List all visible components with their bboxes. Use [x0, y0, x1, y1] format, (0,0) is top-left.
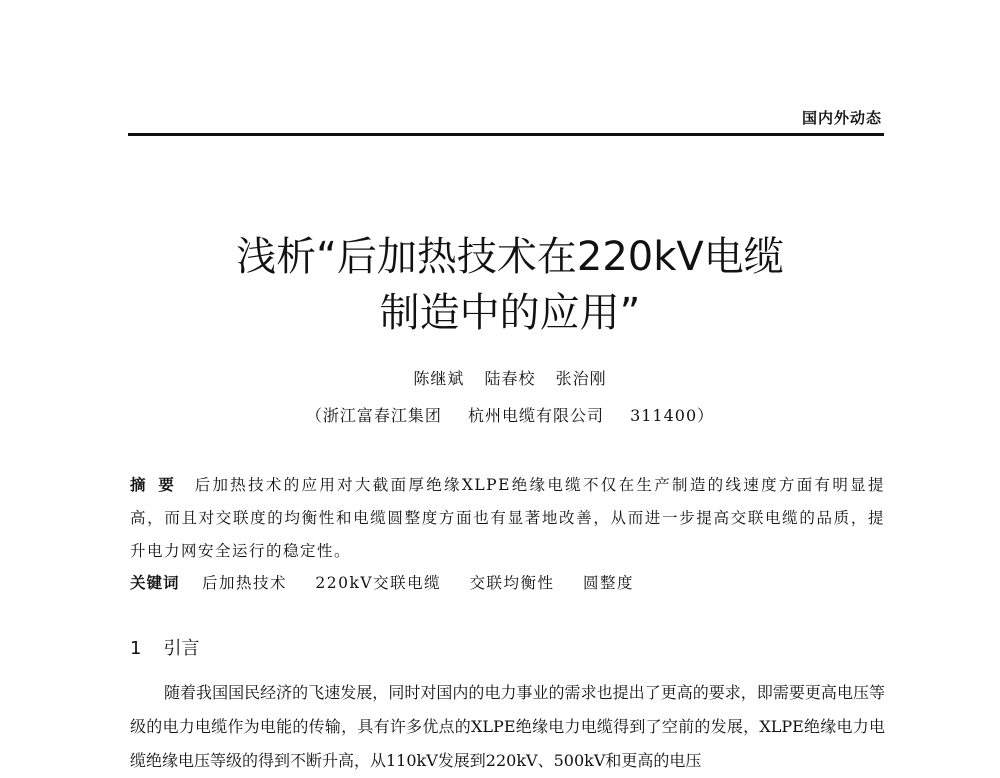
keyword: 后加热技术	[201, 574, 287, 592]
title-line-1: 浅析“后加热技术在220kV电缆	[236, 234, 784, 280]
header-rule	[128, 133, 884, 136]
keyword: 圆整度	[582, 574, 634, 592]
section-tag: 国内外动态	[801, 109, 882, 127]
abstract-text: 后加热技术的应用对大截面厚绝缘XLPE绝缘电缆不仅在生产制造的线速度方面有明显提高，而且对交联度的均衡性和电缆圆整度方面也有显著地改善，从而进一步提高交联电缆的品质，提升电力网安全运行的稳定性。	[130, 476, 885, 560]
keyword: 220kV交联电缆	[315, 574, 442, 592]
section-number: 1	[130, 638, 142, 659]
author-name: 陈继斌	[413, 369, 465, 388]
affiliation-org: （浙江富春江集团	[305, 406, 442, 425]
section-heading	[130, 634, 199, 660]
affiliation	[120, 403, 900, 426]
body-paragraph: 随着我国国民经济的飞速发展，同时对国内的电力事业的需求也提出了更高的要求，即需要更高电压等级的电力电缆作为电能的传输，具有许多优点的XLPE绝缘电力电缆得到了空前的发展，XLPE绝缘电力电缆绝缘电压等级的得到不断升高，从110kV发展到220kV、500kV和更高的电压	[130, 683, 885, 770]
section-title: 引言	[163, 638, 200, 659]
author-name: 张治刚	[555, 369, 607, 388]
keyword: 交联均衡性	[469, 574, 555, 592]
abstract	[130, 468, 885, 568]
author-list	[120, 366, 900, 389]
keywords-label: 关键词	[130, 573, 180, 592]
abstract-label: 摘要	[130, 475, 187, 494]
title-line-2: 制造中的应用”	[379, 290, 641, 336]
author-name: 陆春校	[484, 369, 536, 388]
keywords	[130, 566, 885, 600]
affiliation-company: 杭州电缆有限公司	[467, 406, 604, 425]
affiliation-postcode: 311400）	[630, 406, 715, 425]
